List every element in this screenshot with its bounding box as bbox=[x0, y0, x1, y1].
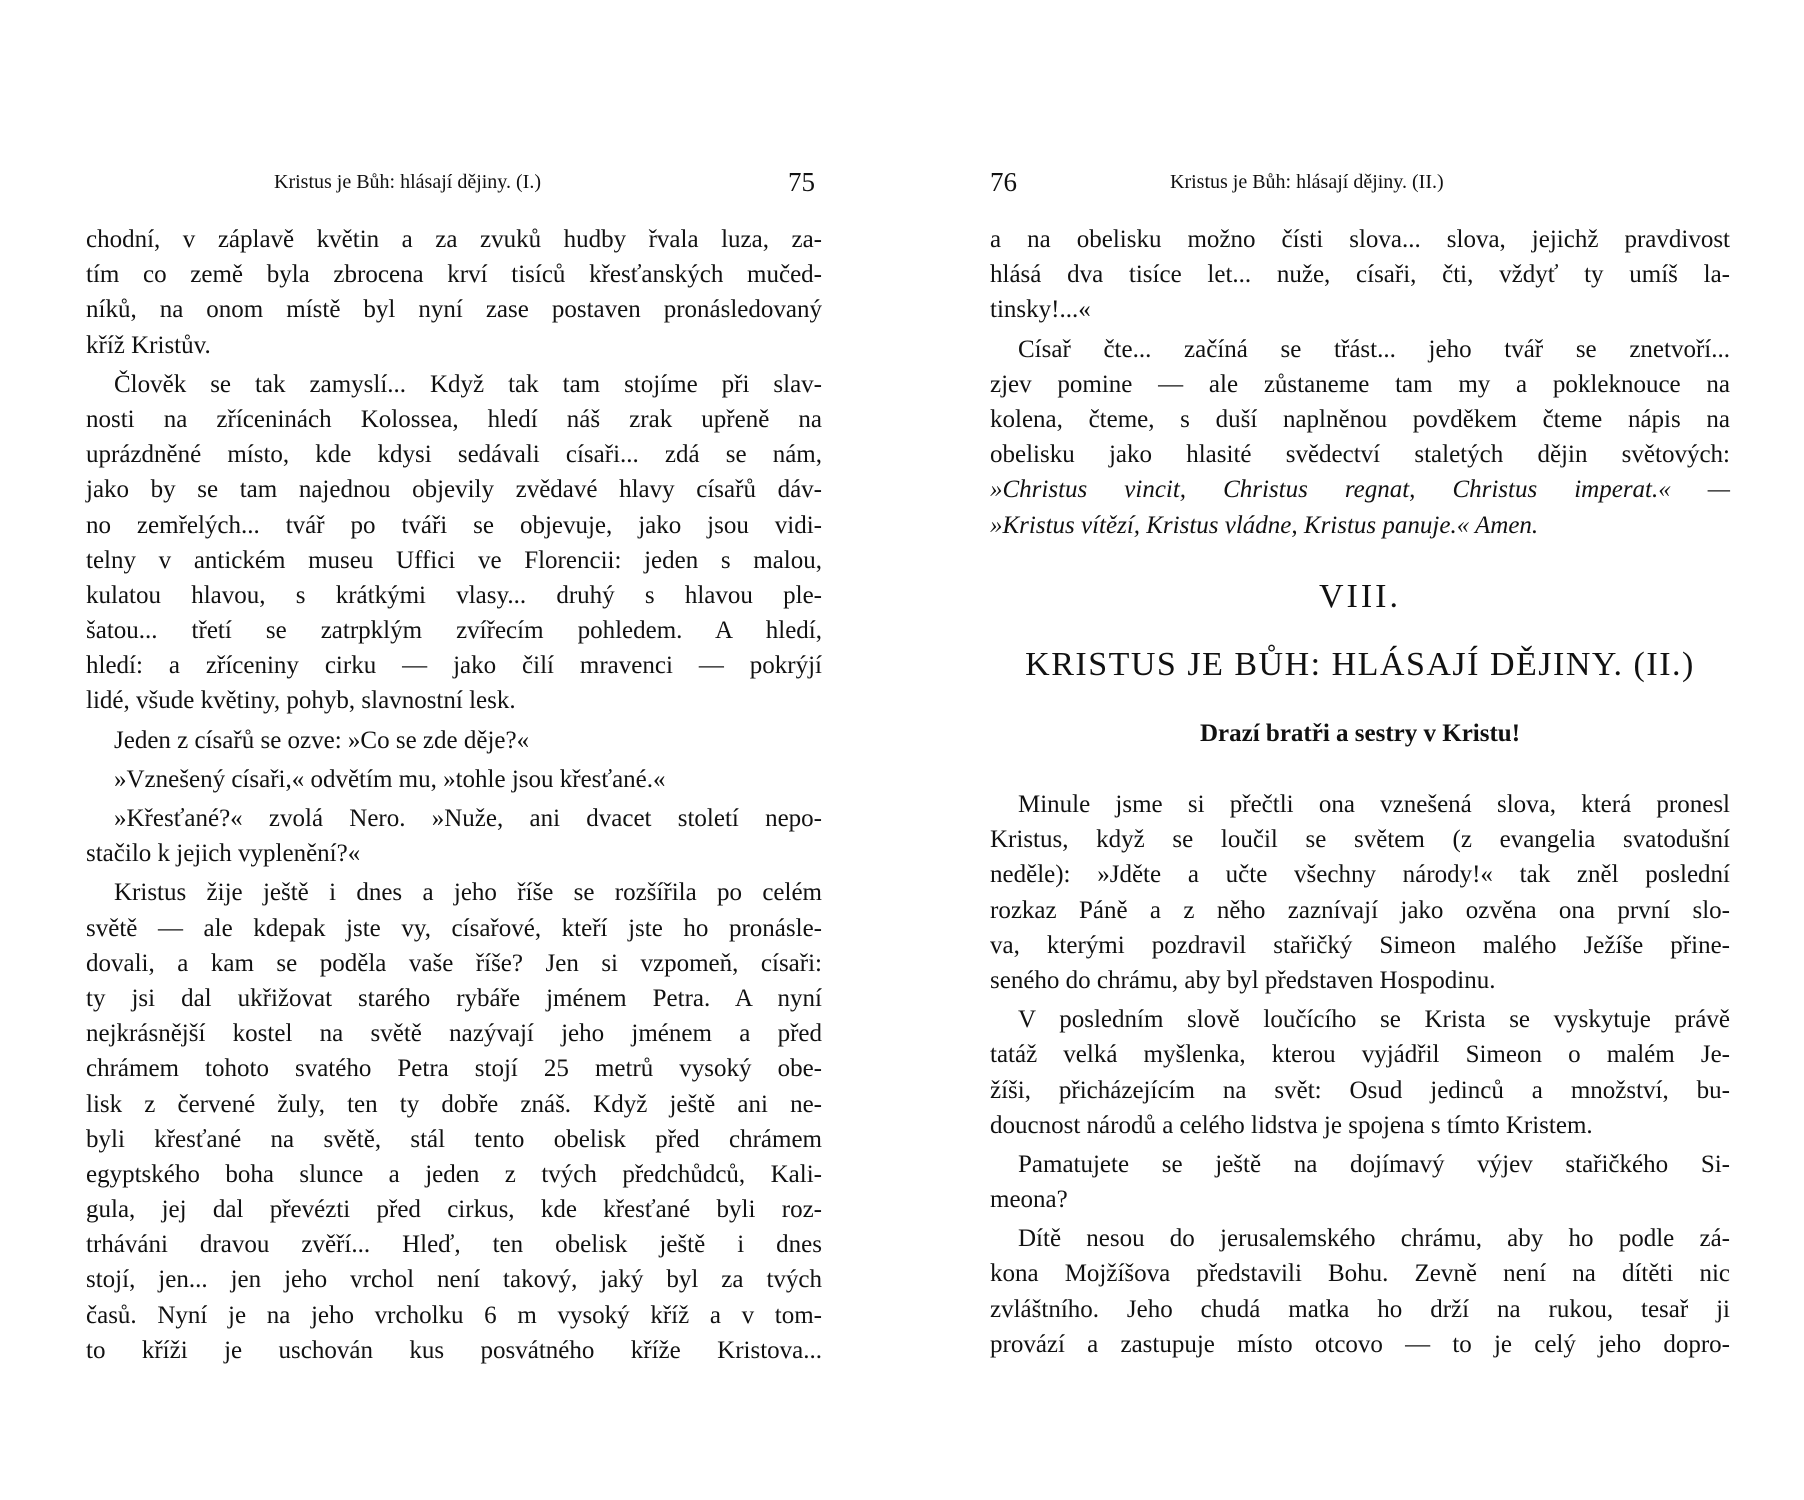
text-line: hledí: a zříceniny cirku — jako čilí mravenci — pokrýjí bbox=[86, 652, 822, 680]
text-line: dovali, a kam se poděla vaše říše? Jen si vzpomeň, císaři: bbox=[86, 949, 822, 977]
text-line: kulatou hlavou, s krátkými vlasy... druhý s hlavou ple- bbox=[86, 581, 822, 609]
text-line: doucnost národů a celého lidstva je spojena s tímto Kristem. bbox=[990, 1111, 1593, 1139]
salutation: Drazí bratři a sestry v Kristu! bbox=[1199, 720, 1521, 747]
text-line: kříž Kristův. bbox=[86, 331, 211, 359]
text-line: gula, jej dal převézti před cirkus, kde křesťané byli roz- bbox=[86, 1196, 822, 1224]
text-line: Pamatujete se ještě na dojímavý výjev stařičkého Si- bbox=[1018, 1150, 1730, 1178]
text-line: žíši, přicházejícím na svět: Osud jedinců a množství, bu- bbox=[990, 1076, 1730, 1104]
text-line: »Kristus vítězí, Kristus vládne, Kristus panuje.« Amen. bbox=[990, 511, 1539, 539]
text-line: níků, na onom místě byl nyní zase postaven pronásledovaný bbox=[86, 296, 822, 324]
text-line: chodní, v záplavě květin a za zvuků hudby řvala luza, za- bbox=[86, 226, 822, 253]
text-line: chrámem tohoto svatého Petra stojí 25 metrů vysoký obe- bbox=[86, 1055, 822, 1083]
right-body-text-top bbox=[990, 222, 1730, 543]
text-line: va, kterými pozdravil stařičký Simeon malého Ježíše přine- bbox=[990, 931, 1730, 959]
text-line: jako by se tam najednou objevily zvědavé hlavy císařů dáv- bbox=[86, 476, 822, 504]
text-line: Dítě nesou do jerusalemského chrámu, aby ho podle zá- bbox=[1018, 1225, 1730, 1253]
left-running-title: Kristus je Bůh: hlásají dějiny. (I.) bbox=[274, 171, 541, 193]
text-line: »Vznešený císaři,« odvětím mu, »tohle jsou křesťané.« bbox=[114, 765, 666, 793]
text-line: egyptského boha slunce a jeden z tvých předchůdců, Kali- bbox=[86, 1160, 822, 1188]
text-line: byli křesťané na světě, stál tento obelisk před chrámem bbox=[86, 1125, 822, 1153]
text-line: stačilo k jejich vyplenění?« bbox=[86, 840, 361, 868]
text-line: V posledním slově loučícího se Krista se vyskytuje právě bbox=[1018, 1006, 1730, 1034]
right-page-number: 76 bbox=[990, 167, 1017, 197]
text-line: no zemřelých... tvář po tváři se objevuje, jako jsou vidi- bbox=[86, 511, 822, 539]
text-line: tatáž velká myšlenka, kterou vyjádřil Simeon o malém Je- bbox=[990, 1041, 1730, 1069]
text-line: hlásá dva tisíce let... nuže, císaři, čti, vždyť ty umíš la- bbox=[990, 261, 1730, 289]
text-line: kona Mojžíšova představili Bohu. Zevně není na dítěti nic bbox=[990, 1260, 1730, 1288]
text-line: meona? bbox=[990, 1186, 1068, 1214]
text-line: lidé, všude květiny, pohyb, slavnostní lesk. bbox=[86, 687, 516, 715]
text-line: kolena, čteme, s duší naplněnou povděkem čteme nápis na bbox=[990, 405, 1730, 433]
right-running-title: Kristus je Bůh: hlásají dějiny. (II.) bbox=[1170, 171, 1444, 193]
right-running-head bbox=[990, 162, 1730, 202]
text-line: nosti na zříceninách Kolossea, hledí náš zrak upřeně na bbox=[86, 405, 822, 433]
text-line: ty jsi dal ukřižovat starého rybáře jménem Petra. A nyní bbox=[86, 984, 822, 1012]
text-line: lisk z červené žuly, ten ty dobře znáš. Když ještě ani ne- bbox=[86, 1090, 822, 1118]
left-running-head bbox=[86, 162, 822, 202]
text-line: obelisku jako hlasité svědectví staletých dějin světových: bbox=[990, 441, 1730, 469]
text-line: Jeden z císařů se ozve: »Co se zde děje?« bbox=[114, 726, 530, 754]
text-line: Minule jsme si přečtli ona vznešená slova, která pronesl bbox=[1018, 791, 1730, 818]
text-line: Člověk se tak zamyslí... Když tak tam stojíme při slav- bbox=[114, 370, 822, 398]
text-line: telny v antickém museu Uffici ve Florencii: jeden s malou, bbox=[86, 546, 822, 574]
text-line: uprázdněné místo, kde kdysi sedávali císaři... zdá se nám, bbox=[86, 441, 822, 469]
chapter-title: KRISTUS JE BŮH: HLÁSAJÍ DĚJINY. (II.) bbox=[1025, 646, 1695, 683]
text-line: stojí, jen... jen jeho vrchol není takový, jaký byl za tvých bbox=[86, 1266, 822, 1294]
text-line: rozkaz Páně a z něho zaznívají jako ozvěna ona první slo- bbox=[990, 896, 1730, 924]
text-line: a na obelisku možno čísti slova... slova, jejichž pravdivost bbox=[990, 226, 1730, 253]
left-body-text bbox=[86, 222, 822, 1368]
text-line: Kristus, když se loučil se světem (z evangelia svatodušní bbox=[990, 826, 1730, 854]
left-page-number: 75 bbox=[788, 167, 815, 197]
text-line: časů. Nyní je na jeho vrcholku 6 m vysoký kříž a v tom- bbox=[86, 1301, 822, 1329]
text-line: trháváni dravou zvěří... Hleď, ten obelisk ještě i dnes bbox=[86, 1231, 822, 1259]
text-line: světě — ale kdepak jste vy, císařové, kteří jste ho pronásle- bbox=[86, 914, 822, 942]
text-line: »Christus vincit, Christus regnat, Christus imperat.« — bbox=[990, 476, 1730, 504]
text-line: seného do chrámu, aby byl představen Hospodinu. bbox=[990, 966, 1496, 994]
text-line: to kříži je uschován kus posvátného kříže Kristova... bbox=[86, 1336, 822, 1364]
text-line: provází a zastupuje místo otcovo — to je celý jeho dopro- bbox=[990, 1330, 1730, 1358]
text-line: tím co země byla zbrocena krví tisíců křesťanských mučed- bbox=[86, 261, 822, 289]
text-line: zvláštního. Jeho chudá matka ho drží na rukou, tesař ji bbox=[990, 1295, 1730, 1323]
text-line: neděle): »Jděte a učte všechny národy!« tak zněl poslední bbox=[990, 861, 1730, 889]
right-body-text-bottom bbox=[990, 787, 1730, 1362]
text-line: Kristus žije ještě i dnes a jeho říše se rozšířila po celém bbox=[114, 879, 822, 907]
text-line: tinsky!...« bbox=[990, 296, 1091, 324]
text-line: šatou... třetí se zatrpklým zvířecím pohledem. A hledí, bbox=[86, 617, 822, 645]
chapter-number: VIII. bbox=[1318, 578, 1402, 615]
text-line: nejkrásnější kostel na světě nazývají jeho jménem a před bbox=[86, 1020, 822, 1048]
text-line: zjev pomine — ale zůstaneme tam my a pokleknouce na bbox=[990, 370, 1730, 398]
text-line: »Křesťané?« zvolá Nero. »Nuže, ani dvacet století nepo- bbox=[114, 805, 822, 832]
text-line: Císař čte... začíná se třást... jeho tvář se znetvoří... bbox=[1018, 335, 1730, 363]
